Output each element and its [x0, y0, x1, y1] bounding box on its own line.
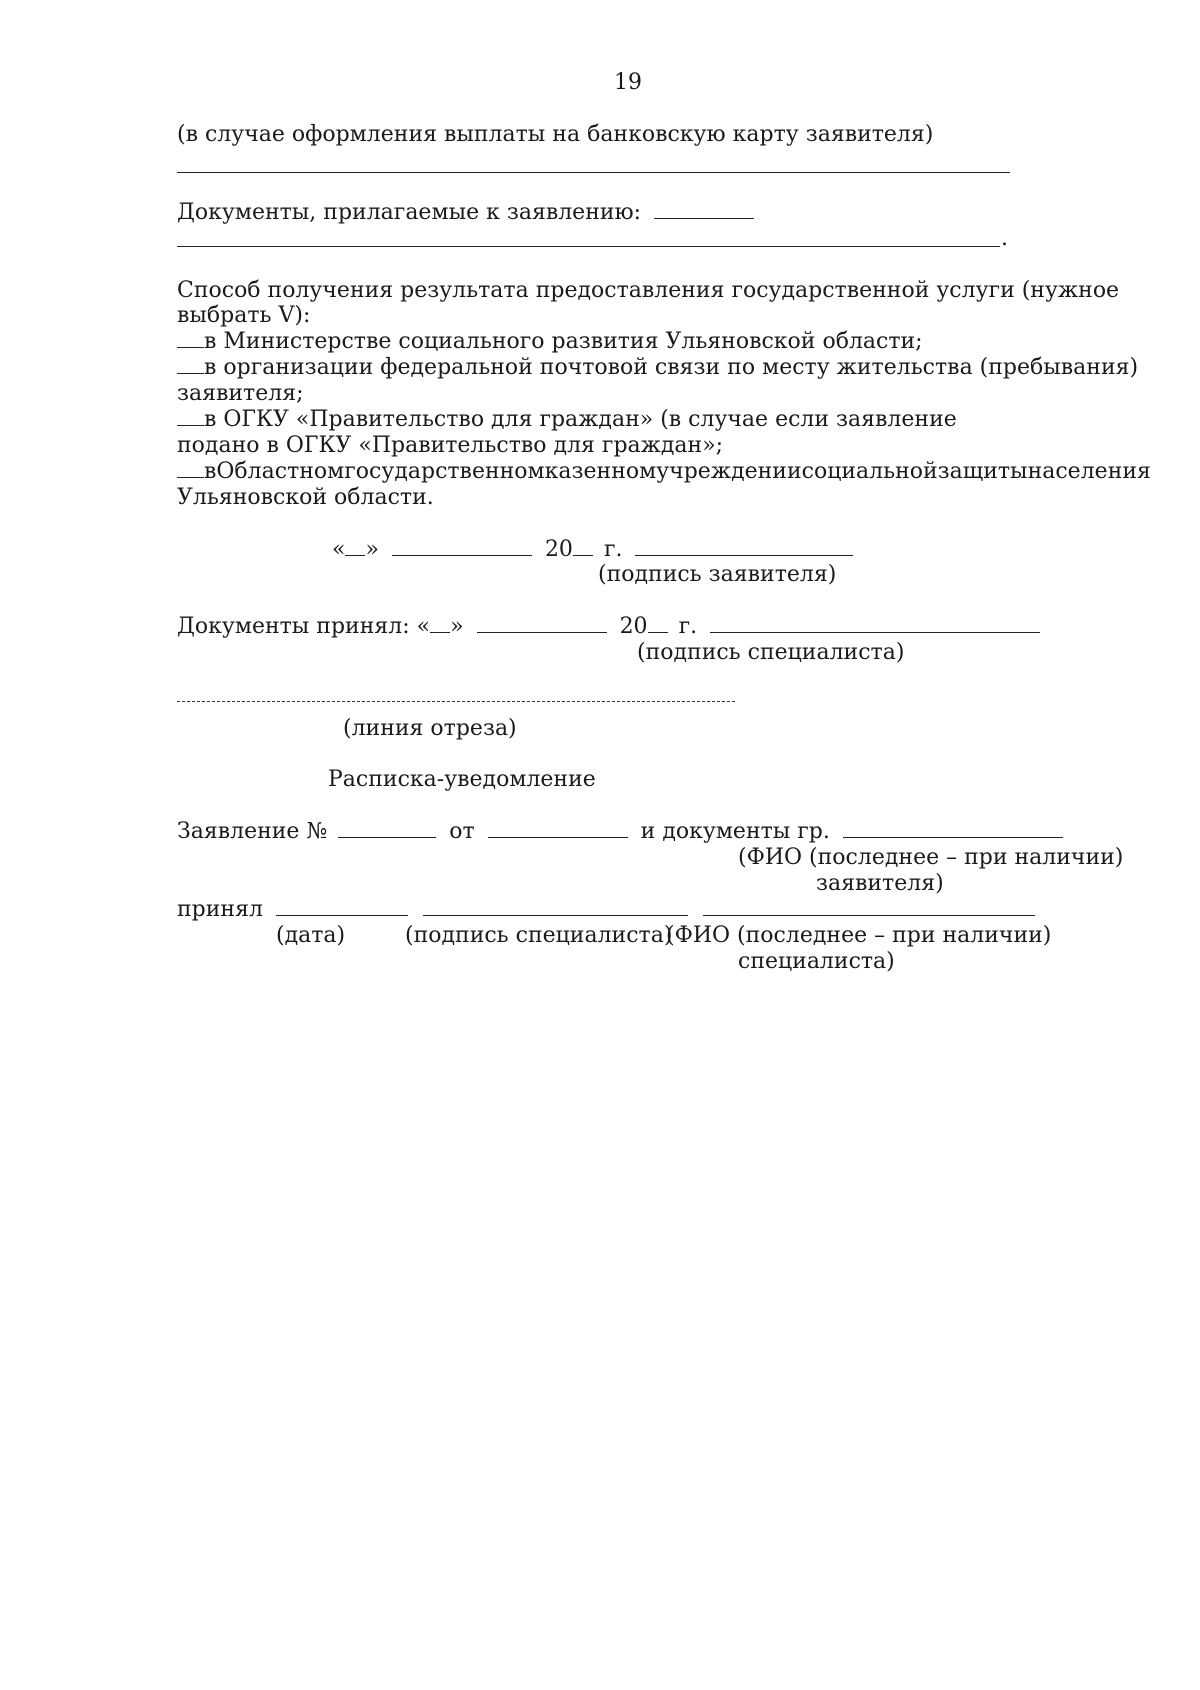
receipt-title: Расписка-уведомление: [328, 767, 596, 792]
quote-close: »: [365, 537, 379, 562]
cut-line: [177, 701, 735, 702]
applicant-signature-blank: [635, 537, 853, 556]
option-label: в Министерстве социального развития Ульяновской области;: [204, 329, 923, 354]
page-number: 19: [614, 70, 642, 95]
delivery-intro-line2: выбрать V):: [177, 303, 311, 328]
attached-documents-label: Документы, прилагаемые к заявлению:: [177, 200, 642, 225]
option-word: населения: [1027, 459, 1151, 484]
delivery-intro-line1: Способ получения результата предоставления государственной услуги (нужное: [177, 278, 1120, 303]
option-word: защиты: [937, 459, 1028, 484]
month-blank: [477, 614, 607, 633]
option-word: учреждении: [656, 459, 802, 484]
option-word: казенном: [544, 459, 657, 484]
bank-card-line: [177, 172, 1010, 173]
signature-caption: (подпись специалиста): [405, 923, 673, 948]
applicant-fio-blank: [843, 819, 1063, 838]
year-prefix: 20: [619, 614, 648, 639]
quote-open: «: [332, 537, 346, 562]
specialist-signature-blank: [710, 614, 1040, 633]
year-suffix: г.: [603, 537, 623, 562]
cut-line-label: (линия отреза): [343, 716, 517, 741]
year-blank: [648, 614, 668, 633]
statement-number-blank: [338, 819, 436, 838]
date-caption: (дата): [276, 923, 346, 948]
accepted-signature-blank: [423, 897, 688, 916]
year-prefix: 20: [544, 537, 573, 562]
applicant-signature-caption: (подпись заявителя): [598, 562, 837, 587]
accepted-label: Документы принял: «: [177, 614, 431, 639]
attached-documents-row: [177, 200, 754, 226]
option-checkbox-blank[interactable]: [177, 329, 204, 348]
quote-close: »: [450, 614, 464, 639]
applicant-date-row: [332, 537, 853, 563]
option-word: в: [204, 459, 217, 484]
documents-citizen-label: и документы гр.: [640, 819, 830, 844]
year-suffix: г.: [678, 614, 698, 639]
delivery-option-post-line2: заявителя;: [177, 381, 304, 406]
specialist-fio-caption-line2: специалиста): [738, 949, 895, 974]
attached-documents-blank: [654, 200, 754, 219]
accepted-by-label: принял: [177, 897, 263, 922]
receipt-accepted-row: [177, 897, 1035, 923]
day-blank: [345, 537, 365, 556]
option-word: государственном: [344, 459, 545, 484]
applicant-fio-caption-line1: (ФИО (последнее – при наличии): [738, 845, 1124, 870]
month-blank: [392, 537, 532, 556]
year-blank: [573, 537, 593, 556]
option-checkbox-blank[interactable]: [177, 407, 204, 426]
applicant-fio-caption-line2: заявителя): [816, 871, 944, 896]
receipt-statement-row: [177, 819, 1063, 845]
statement-number-label: Заявление №: [177, 819, 328, 844]
delivery-option-oguso-line1: [177, 459, 1151, 485]
from-date-blank: [488, 819, 628, 838]
option-checkbox-blank[interactable]: [177, 355, 204, 374]
day-blank: [430, 614, 450, 633]
delivery-option-ogku-line2: подано в ОГКУ «Правительство для граждан»;: [177, 433, 724, 458]
accepted-date-blank: [276, 897, 408, 916]
delivery-option-ministry: [177, 329, 923, 355]
option-word: социальной: [801, 459, 938, 484]
option-word: Областном: [216, 459, 345, 484]
specialist-fio-caption-line1: (ФИО (последнее – при наличии): [666, 923, 1052, 948]
delivery-option-oguso-line2: Ульяновской области.: [177, 485, 434, 510]
delivery-option-post-line1: [177, 355, 1138, 381]
from-label: от: [449, 819, 475, 844]
option-checkbox-blank[interactable]: [177, 459, 204, 478]
accepted-fio-blank: [703, 897, 1035, 916]
attached-documents-end: .: [1001, 226, 1008, 251]
bank-card-note: (в случае оформления выплаты на банковскую карту заявителя): [177, 122, 934, 147]
delivery-option-ogku-line1: [177, 407, 957, 433]
option-label: в ОГКУ «Правительство для граждан» (в случае если заявление: [204, 407, 957, 432]
option-label: в организации федеральной почтовой связи по месту жительства (пребывания): [204, 355, 1139, 380]
attached-documents-line: [177, 246, 1000, 247]
specialist-signature-caption: (подпись специалиста): [637, 640, 905, 665]
accepted-date-row: [177, 614, 1040, 640]
